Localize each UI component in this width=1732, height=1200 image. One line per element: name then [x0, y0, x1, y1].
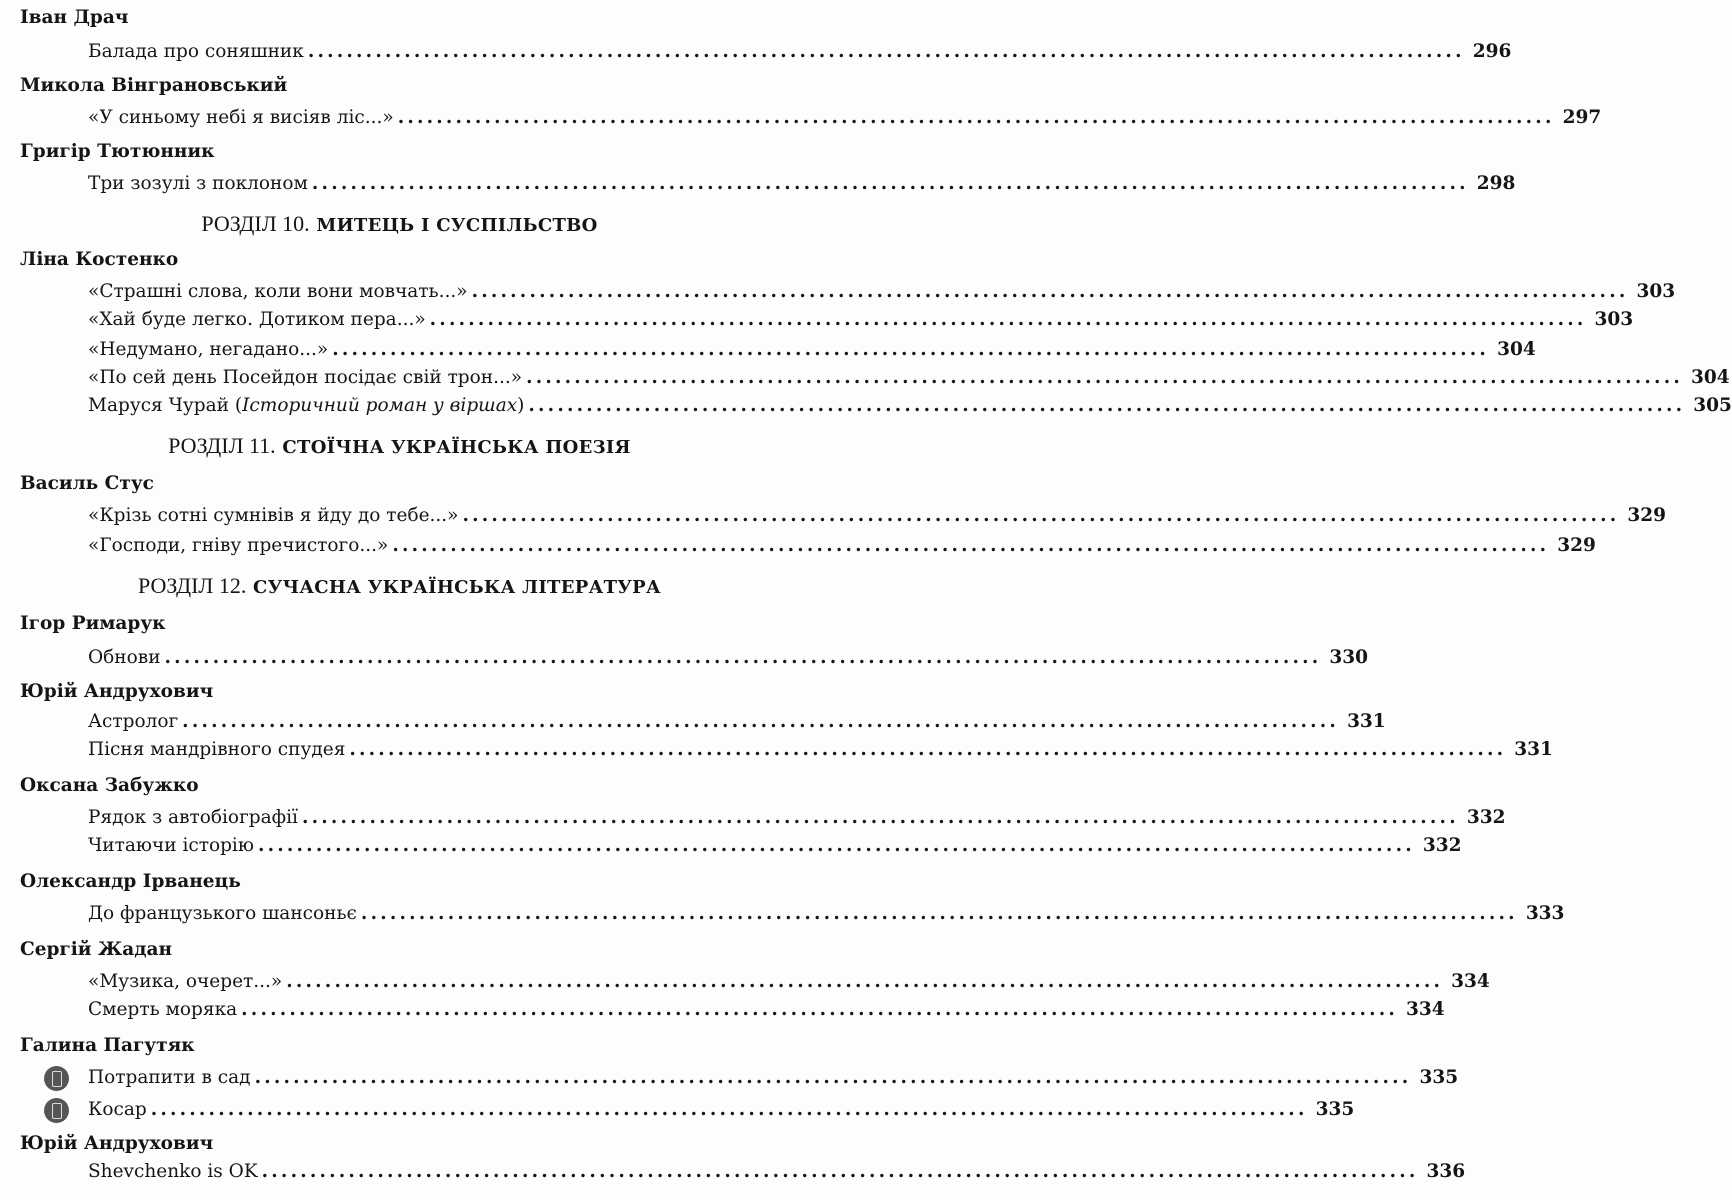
dot-leader: ........................................................................................................................ — [397, 107, 1555, 128]
author-name: Галина Пагутяк — [20, 1035, 195, 1056]
page-number: 333 — [1525, 903, 1565, 924]
dot-leader: ........................................................................................................................ — [392, 535, 1550, 556]
dot-leader: ........................................................................................................................ — [241, 999, 1399, 1020]
section-title: СУЧАСНА УКРАЇНСЬКА ЛІТЕРАТУРА — [253, 577, 661, 598]
toc-entry[interactable] — [88, 899, 1565, 929]
entry-title — [88, 37, 304, 67]
toc-entry[interactable] — [88, 305, 1634, 335]
toc-entry[interactable] — [88, 363, 1730, 393]
dot-leader: ........................................................................................................................ — [429, 309, 1587, 330]
entry-title-text: Пісня мандрівного спудея — [88, 739, 346, 760]
dot-leader: ........................................................................................................................ — [528, 395, 1686, 416]
entry-title-text: До французького шансоньє — [88, 903, 357, 924]
entry-title-text: Три зозулі з поклоном — [88, 173, 308, 194]
page-number: 335 — [1419, 1067, 1459, 1088]
dot-leader: ........................................................................................................................ — [332, 339, 1490, 360]
page-number: 336 — [1426, 1161, 1466, 1182]
page-number: 297 — [1562, 107, 1602, 128]
dot-leader: ........................................................................................................................ — [164, 647, 1322, 668]
entry-title — [88, 103, 394, 133]
entry-title-text: «По сей день Посейдон посідає свій трон...» — [88, 367, 523, 388]
page-number: 332 — [1466, 807, 1506, 828]
entry-title-text: «Музика, очерет...» — [88, 971, 283, 992]
entry-title-text: Смерть моряка — [88, 999, 238, 1020]
entry-title — [88, 391, 524, 421]
page-number: 304 — [1690, 367, 1730, 388]
dot-leader: ........................................................................................................................ — [150, 1099, 1308, 1120]
section-title: СТОЇЧНА УКРАЇНСЬКА ПОЕЗІЯ — [282, 437, 631, 458]
entry-title-text: Балада про соняшник — [88, 41, 304, 62]
author-name: Оксана Забужко — [20, 775, 199, 796]
phone-icon[interactable] — [44, 1098, 69, 1123]
entry-title — [88, 1095, 147, 1125]
entry-title — [88, 803, 298, 833]
toc-entry[interactable] — [88, 277, 1676, 307]
page-number: 331 — [1514, 739, 1553, 760]
toc-entry[interactable] — [88, 501, 1667, 531]
toc-entry[interactable] — [88, 967, 1490, 997]
section-title: МИТЕЦЬ І СУСПІЛЬСТВО — [316, 215, 598, 236]
page-number: 303 — [1594, 309, 1634, 330]
entry-title — [88, 277, 468, 307]
entry-title-text: Рядок з автобіографії — [88, 807, 298, 828]
section-number: РОЗДІЛ 10. — [201, 211, 310, 236]
dot-leader: ........................................................................................................................ — [526, 367, 1683, 388]
entry-title-text: «Господи, гніву пречистого...» — [88, 535, 389, 556]
toc-entry[interactable] — [88, 1157, 1466, 1187]
dot-leader: ........................................................................................................................ — [301, 807, 1459, 828]
author-name: Ігор Римарук — [20, 613, 166, 634]
dot-leader: ........................................................................................................................ — [471, 281, 1629, 302]
entry-title — [88, 501, 459, 531]
page-number: 331 — [1347, 711, 1386, 732]
author-name: Сергій Жадан — [20, 939, 173, 960]
toc-entry[interactable] — [88, 1095, 1355, 1125]
author-name: Василь Стус — [20, 473, 154, 494]
entry-title-suffix: ) — [517, 395, 525, 416]
dot-leader: ........................................................................................................................ — [257, 835, 1415, 856]
section-heading — [0, 431, 799, 461]
toc-entry[interactable] — [88, 335, 1536, 365]
page-number: 305 — [1693, 395, 1732, 416]
page-number: 329 — [1557, 535, 1596, 556]
page-number: 329 — [1627, 505, 1667, 526]
entry-title-text: Читаючи історію — [88, 835, 254, 856]
dot-leader: ........................................................................................................................ — [286, 971, 1444, 992]
section-heading — [0, 571, 799, 601]
author-name: Григір Тютюнник — [20, 141, 215, 162]
toc-entry[interactable] — [88, 391, 1732, 421]
entry-title — [88, 643, 161, 673]
dot-leader: ........................................................................................................................ — [254, 1067, 1412, 1088]
page-number: 335 — [1315, 1099, 1355, 1120]
page-number: 304 — [1497, 339, 1536, 360]
entry-title-text: «Хай буде легко. Дотиком пера...» — [88, 309, 426, 330]
page-number: 330 — [1329, 647, 1369, 668]
toc-entry[interactable] — [88, 735, 1553, 765]
dot-leader: ........................................................................................................................ — [462, 505, 1620, 526]
section-number: РОЗДІЛ 11. — [168, 433, 276, 458]
entry-title — [88, 1157, 258, 1187]
entry-title-text: Shevchenko is OK — [88, 1161, 258, 1182]
toc-entry[interactable] — [88, 37, 1512, 67]
toc-entry[interactable] — [88, 169, 1516, 199]
entry-title — [88, 967, 282, 997]
toc-entry[interactable] — [88, 803, 1506, 833]
page-number: 298 — [1476, 173, 1516, 194]
toc-entry[interactable] — [88, 995, 1445, 1025]
toc-entry[interactable] — [88, 831, 1462, 861]
entry-title-text: «Страшні слова, коли вони мовчать...» — [88, 281, 468, 302]
author-name: Іван Драч — [20, 7, 129, 28]
toc-entry[interactable] — [88, 643, 1369, 673]
dot-leader: ........................................................................................................................ — [182, 711, 1340, 732]
entry-title — [88, 1063, 251, 1093]
entry-title — [88, 531, 388, 561]
entry-title-text: Астролог — [88, 711, 179, 732]
entry-title — [88, 899, 357, 929]
page-number: 332 — [1422, 835, 1462, 856]
dot-leader: ........................................................................................................................ — [261, 1161, 1419, 1182]
entry-title — [88, 335, 328, 365]
entry-title-text: Обнови — [88, 647, 161, 668]
entry-title — [88, 707, 178, 737]
entry-title — [88, 305, 426, 335]
entry-title — [88, 995, 237, 1025]
section-number: РОЗДІЛ 12. — [138, 573, 247, 598]
dot-leader: ........................................................................................................................ — [307, 41, 1465, 62]
entry-title-text: «Недумано, негадано...» — [88, 339, 329, 360]
entry-title — [88, 735, 345, 765]
dot-leader: ........................................................................................................................ — [349, 739, 1507, 760]
toc-entry[interactable] — [88, 707, 1386, 737]
entry-title-text: «У синьому небі я висіяв ліс...» — [88, 107, 394, 128]
author-name: Олександр Ірванець — [20, 871, 241, 892]
author-name: Микола Вінграновський — [20, 75, 288, 96]
toc-entry[interactable] — [88, 103, 1602, 133]
phone-icon[interactable] — [44, 1066, 69, 1091]
entry-title-text: Маруся Чурай ( — [88, 395, 243, 416]
entry-title — [88, 831, 254, 861]
dot-leader: ........................................................................................................................ — [311, 173, 1469, 194]
toc-entry[interactable] — [88, 531, 1596, 561]
entry-title — [88, 363, 522, 393]
author-name: Юрій Андрухович — [20, 681, 214, 702]
toc-entry[interactable] — [88, 1063, 1459, 1093]
section-heading — [0, 209, 799, 239]
page-number: 303 — [1636, 281, 1676, 302]
page-number: 296 — [1472, 41, 1512, 62]
entry-title-text: Косар — [88, 1099, 147, 1120]
entry-title-text: «Крізь сотні сумнівів я йду до тебе...» — [88, 505, 459, 526]
page-number: 334 — [1406, 999, 1445, 1020]
dot-leader: ........................................................................................................................ — [360, 903, 1518, 924]
author-name: Ліна Костенко — [20, 249, 179, 270]
entry-title-text: Потрапити в сад — [88, 1067, 251, 1088]
author-name: Юрій Андрухович — [20, 1133, 214, 1154]
entry-title — [88, 169, 308, 199]
page-number: 334 — [1451, 971, 1490, 992]
entry-title-italic: Історичний роман у віршах — [242, 395, 518, 416]
